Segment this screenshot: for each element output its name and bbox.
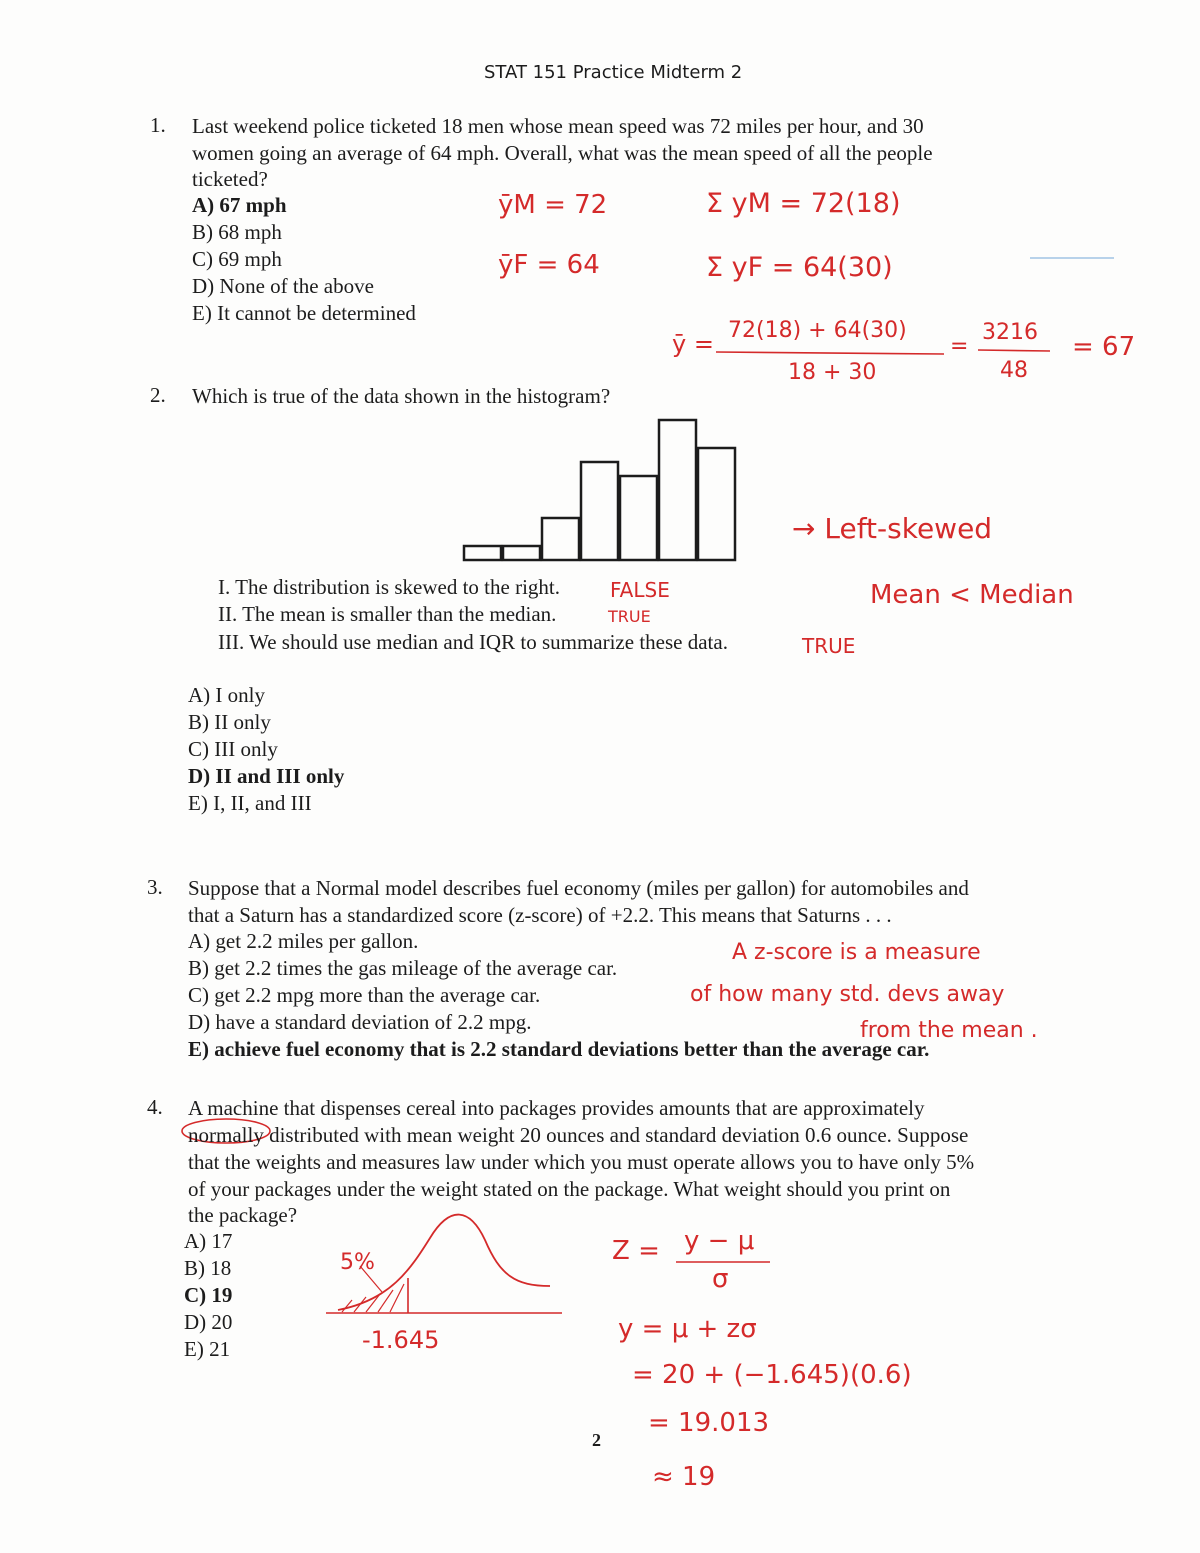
note-equals: =: [950, 334, 969, 359]
question-2-text: Which is true of the data shown in the histogram?: [192, 384, 611, 408]
statement-1-note: FALSE: [610, 578, 670, 602]
histogram: [464, 420, 735, 560]
note-critical-z: -1.645: [362, 1326, 440, 1354]
histogram-bar: [542, 518, 579, 560]
question-4-line-3: that the weights and measures law under which you must operate allows you to have only 5%: [188, 1150, 975, 1174]
question-4-line-1: A machine that dispenses cereal into packages provides amounts that are approximately: [188, 1096, 925, 1120]
histogram-bar: [659, 420, 696, 560]
note-result-denominator: 48: [1000, 358, 1028, 383]
question-4-line-5: the package?: [188, 1203, 298, 1227]
question-2-option-a: A) I only: [188, 683, 265, 707]
histogram-bar: [503, 546, 540, 560]
question-4-option-b: B) 18: [184, 1256, 232, 1280]
statement-1: I. The distribution is skewed to the right.: [218, 575, 560, 599]
note-five-percent: 5%: [340, 1250, 375, 1275]
question-3-line-2: that a Saturn has a standardized score (z-score) of +2.2. This means that Saturns . . .: [188, 903, 892, 927]
histogram-bar: [620, 476, 657, 560]
histogram-bar: [464, 546, 501, 560]
note-fraction-numerator: 72(18) + 64(30): [728, 318, 907, 343]
question-4-number: 4.: [147, 1095, 163, 1119]
question-3-option-e: E) achieve fuel economy that is 2.2 standard deviations better than the average car.: [188, 1037, 930, 1061]
question-3-line-1: Suppose that a Normal model describes fuel economy (miles per gallon) for automobiles and: [188, 876, 969, 900]
question-4-option-d: D) 20: [184, 1310, 233, 1334]
note-female-mean: ȳF = 64: [498, 250, 600, 280]
note-result-fraction-bar: [978, 350, 1050, 351]
note-z-formula: Z =: [612, 1236, 660, 1266]
note-y-step-2: = 20 + (−1.645)(0.6): [632, 1360, 912, 1390]
note-result-numerator: 3216: [982, 320, 1038, 345]
question-3-number: 3.: [147, 875, 163, 899]
question-1-option-c: C) 69 mph: [192, 247, 282, 271]
note-zscore-line-2: of how many std. devs away: [690, 982, 1005, 1007]
statement-2-note: TRUE: [608, 607, 651, 626]
statement-2: II. The mean is smaller than the median.: [218, 602, 557, 626]
question-3-option-a: A) get 2.2 miles per gallon.: [188, 929, 419, 953]
question-3-option-d: D) have a standard deviation of 2.2 mpg.: [188, 1010, 532, 1034]
question-4-line-4: of your packages under the weight stated on the package. What weight should you print on: [188, 1177, 951, 1201]
statement-3-note: TRUE: [802, 634, 856, 658]
question-4-line-2: normally distributed with mean weight 20 ounces and standard deviation 0.6 ounce. Suppose: [188, 1123, 969, 1147]
page-number: 2: [592, 1430, 601, 1450]
histogram-bar: [581, 462, 618, 560]
note-result: = 67: [1072, 332, 1136, 362]
question-4-option-c: C) 19: [184, 1283, 233, 1307]
note-zscore-line-1: A z-score is a measure: [732, 940, 981, 965]
question-4-option-e: E) 21: [184, 1337, 231, 1361]
question-1-line-1: Last weekend police ticketed 18 men whose mean speed was 72 miles per hour, and 30: [192, 114, 924, 138]
note-fraction-denominator: 18 + 30: [788, 360, 877, 385]
histogram-bar: [698, 448, 735, 560]
note-mean-median: Mean < Median: [870, 580, 1074, 610]
note-z-denominator: σ: [712, 1264, 729, 1294]
question-3-option-c: C) get 2.2 mpg more than the average car.: [188, 983, 541, 1007]
question-2-number: 2.: [150, 383, 166, 407]
question-1-line-3: ticketed?: [192, 167, 268, 191]
question-3-option-b: B) get 2.2 times the gas mileage of the average car.: [188, 956, 618, 980]
note-y-step-3: = 19.013: [648, 1408, 770, 1438]
question-2-option-b: B) II only: [188, 710, 271, 734]
note-male-mean: ȳM = 72: [498, 190, 608, 220]
question-1-option-b: B) 68 mph: [192, 220, 282, 244]
question-1-line-2: women going an average of 64 mph. Overall, what was the mean speed of all the people: [192, 141, 933, 165]
note-fraction-bar: [716, 352, 944, 354]
note-zscore-line-3: from the mean .: [860, 1018, 1038, 1043]
question-1-option-e: E) It cannot be determined: [192, 301, 416, 325]
note-y-step-4: ≈ 19: [652, 1462, 716, 1492]
note-male-sum: Σ yM = 72(18): [706, 188, 901, 219]
question-2-option-e: E) I, II, and III: [188, 791, 312, 815]
question-1-option-d: D) None of the above: [192, 274, 374, 298]
statement-3: III. We should use median and IQR to summarize these data.: [218, 630, 728, 654]
note-z-numerator: y − μ: [684, 1226, 755, 1256]
note-left-skewed: → Left-skewed: [792, 512, 993, 545]
question-4-option-a: A) 17: [184, 1229, 233, 1253]
note-y-step-1: y = μ + zσ: [618, 1314, 757, 1344]
page-title: STAT 151 Practice Midterm 2: [484, 62, 743, 83]
question-1-option-a: A) 67 mph: [192, 193, 287, 217]
question-2-option-d: D) II and III only: [188, 764, 345, 788]
note-overall-mean-symbol: ȳ =: [672, 330, 714, 358]
question-1-number: 1.: [150, 113, 166, 137]
note-female-sum: Σ yF = 64(30): [706, 252, 893, 283]
question-2-option-c: C) III only: [188, 737, 278, 761]
